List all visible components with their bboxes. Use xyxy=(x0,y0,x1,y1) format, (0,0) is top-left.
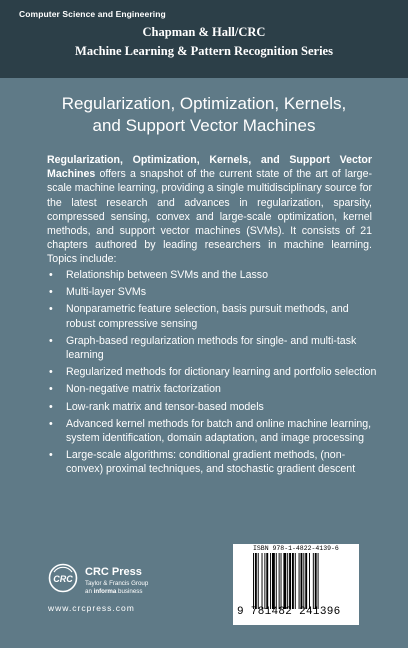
barcode-bar xyxy=(292,553,294,609)
isbn-text: ISBN 978-1-4822-4139-6 xyxy=(253,545,339,552)
barcode-bar xyxy=(301,553,303,609)
description-text: offers a snapshot of the current state of the art of large-scale machine learning, providing a single multidisciplinary source for the latest research and advances in regularization, sparsity, compressed sensing, convex and large-scale optimization, kernel methods, and support vector machines (SVMs). It consists of 21 chapters authored by leading researchers in machine learning. Topics include: xyxy=(47,168,372,266)
barcode-bar xyxy=(281,553,282,609)
barcode-bar xyxy=(264,553,265,609)
publisher-group: Taylor & Francis Group xyxy=(85,580,149,587)
barcode-bar xyxy=(318,553,319,609)
barcode-number: 9 781482 241396 xyxy=(237,606,341,618)
topics-list xyxy=(49,268,379,480)
barcode-bar xyxy=(253,553,254,609)
barcode-bar xyxy=(262,553,263,609)
logo-text: CRC xyxy=(53,574,73,584)
barcode-bar xyxy=(299,553,300,609)
topic-item: • Low-rank matrix and tensor-based models xyxy=(49,400,379,414)
barcode-bar xyxy=(272,553,275,609)
publisher-series-line-2: Machine Learning & Pattern Recognition Series xyxy=(75,44,333,58)
barcode-bar xyxy=(295,553,296,609)
description-bold-title: Regularization, Optimization, Kernels, and Support Vector Machines xyxy=(47,154,372,181)
barcode-bar xyxy=(303,553,304,609)
book-title-line-1: Regularization, Optimization, Kernels, xyxy=(61,94,347,113)
barcode-bar xyxy=(287,553,288,609)
barcode-bar xyxy=(276,553,277,609)
publisher-website: www.crcpress.com xyxy=(48,603,135,613)
barcode-bar xyxy=(270,553,271,609)
topic-item: • Nonparametric feature selection, basis pursuit methods, and robust compressive sensing xyxy=(49,302,379,330)
topic-item: • Large-scale algorithms: conditional gradient methods, (non-convex) proximal techniques, and stochastic gradient descent xyxy=(49,448,379,476)
barcode-bar xyxy=(289,553,291,609)
barcode-bar xyxy=(266,553,268,609)
barcode-bar xyxy=(315,553,317,609)
barcode-bars xyxy=(253,553,353,609)
book-description xyxy=(47,153,372,267)
barcode-bar xyxy=(309,553,310,609)
barcode-bar xyxy=(258,553,259,609)
barcode-bar xyxy=(279,553,280,609)
barcode-bar xyxy=(255,553,257,609)
book-title xyxy=(0,93,408,137)
category-label: Computer Science and Engineering xyxy=(19,9,166,19)
publisher-business-line: an informa business xyxy=(85,588,143,595)
topic-item: • Relationship between SVMs and the Lasso xyxy=(49,268,379,282)
topic-item: • Graph-based regularization methods for single- and multi-task learning xyxy=(49,334,379,362)
topic-item: • Advanced kernel methods for batch and online machine learning, system identification, domain adaptation, and image processing xyxy=(49,417,379,445)
barcode-bar xyxy=(305,553,307,609)
crc-press-logo-icon xyxy=(48,563,78,593)
topic-item: • Multi-layer SVMs xyxy=(49,285,379,299)
publisher-series-line-1: Chapman & Hall/CRC xyxy=(142,25,266,39)
publisher-name: CRC Press xyxy=(85,566,142,578)
book-title-line-2: and Support Vector Machines xyxy=(92,116,316,135)
topic-item: • Regularized methods for dictionary learning and portfolio selection xyxy=(49,365,379,379)
barcode-bar xyxy=(283,553,286,609)
topic-item: • Non-negative matrix factorization xyxy=(49,382,379,396)
informa-brand: informa xyxy=(93,588,117,595)
barcode-bar xyxy=(313,553,314,609)
